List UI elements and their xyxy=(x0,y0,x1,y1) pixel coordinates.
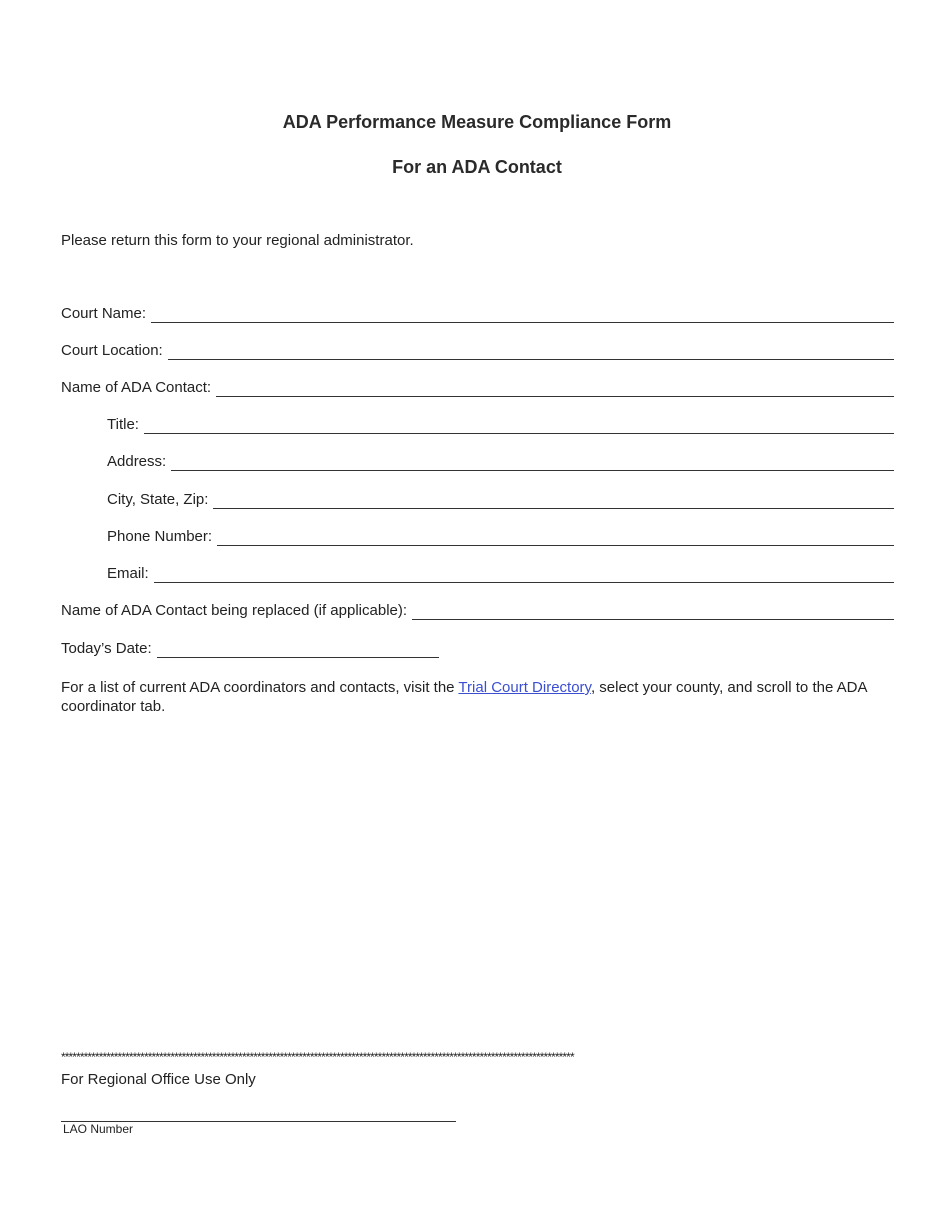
replaced-contact-line[interactable] xyxy=(412,604,894,620)
directory-note-after: , select your county, and scroll to the ADA coordinator tab. xyxy=(61,679,867,715)
todays-date-label: Today’s Date: xyxy=(61,640,152,657)
form-subtitle: For an ADA Contact xyxy=(392,157,562,177)
office-use-heading: For Regional Office Use Only xyxy=(61,1071,256,1088)
court-location-label: Court Location: xyxy=(61,342,163,359)
replaced-contact-label: Name of ADA Contact being replaced (if applicable): xyxy=(61,602,408,619)
email-line[interactable] xyxy=(154,567,894,583)
directory-note xyxy=(61,678,881,716)
phone-number-line[interactable] xyxy=(217,530,894,546)
city-state-zip-label: City, State, Zip: xyxy=(107,491,209,508)
address-label: Address: xyxy=(107,453,167,470)
todays-date-field[interactable] xyxy=(61,638,439,658)
directory-note-before: For a list of current ADA coordinators and contacts, visit the xyxy=(61,679,459,696)
ada-contact-name-line[interactable] xyxy=(216,381,894,397)
lao-number-label: LAO Number xyxy=(63,1122,134,1136)
phone-number-label: Phone Number: xyxy=(107,528,213,545)
asterisk-separator: **************************************************************************************************************************************** xyxy=(61,1050,574,1064)
court-name-line[interactable] xyxy=(151,307,894,323)
ada-contact-name-label: Name of ADA Contact: xyxy=(61,379,212,396)
city-state-zip-field[interactable] xyxy=(107,489,894,509)
ada-contact-name-field[interactable] xyxy=(61,377,894,397)
title-label: Title: xyxy=(107,416,139,433)
court-name-label: Court Name: xyxy=(61,305,147,322)
court-name-field[interactable] xyxy=(61,303,894,323)
city-state-zip-line[interactable] xyxy=(213,493,894,509)
address-field[interactable] xyxy=(107,451,894,471)
court-location-field[interactable] xyxy=(61,340,894,360)
email-label: Email: xyxy=(107,565,149,582)
phone-number-field[interactable] xyxy=(107,526,894,546)
form-title: ADA Performance Measure Compliance Form xyxy=(282,112,672,132)
return-instruction: Please return this form to your regional administrator. xyxy=(61,232,414,249)
email-field[interactable] xyxy=(107,563,894,583)
address-line[interactable] xyxy=(171,455,894,471)
trial-court-directory-link[interactable]: Trial Court Directory xyxy=(458,679,591,696)
todays-date-line[interactable] xyxy=(157,642,439,658)
title-line[interactable] xyxy=(144,418,894,434)
court-location-line[interactable] xyxy=(168,344,894,360)
title-field[interactable] xyxy=(107,414,894,434)
replaced-contact-field[interactable] xyxy=(61,600,894,620)
